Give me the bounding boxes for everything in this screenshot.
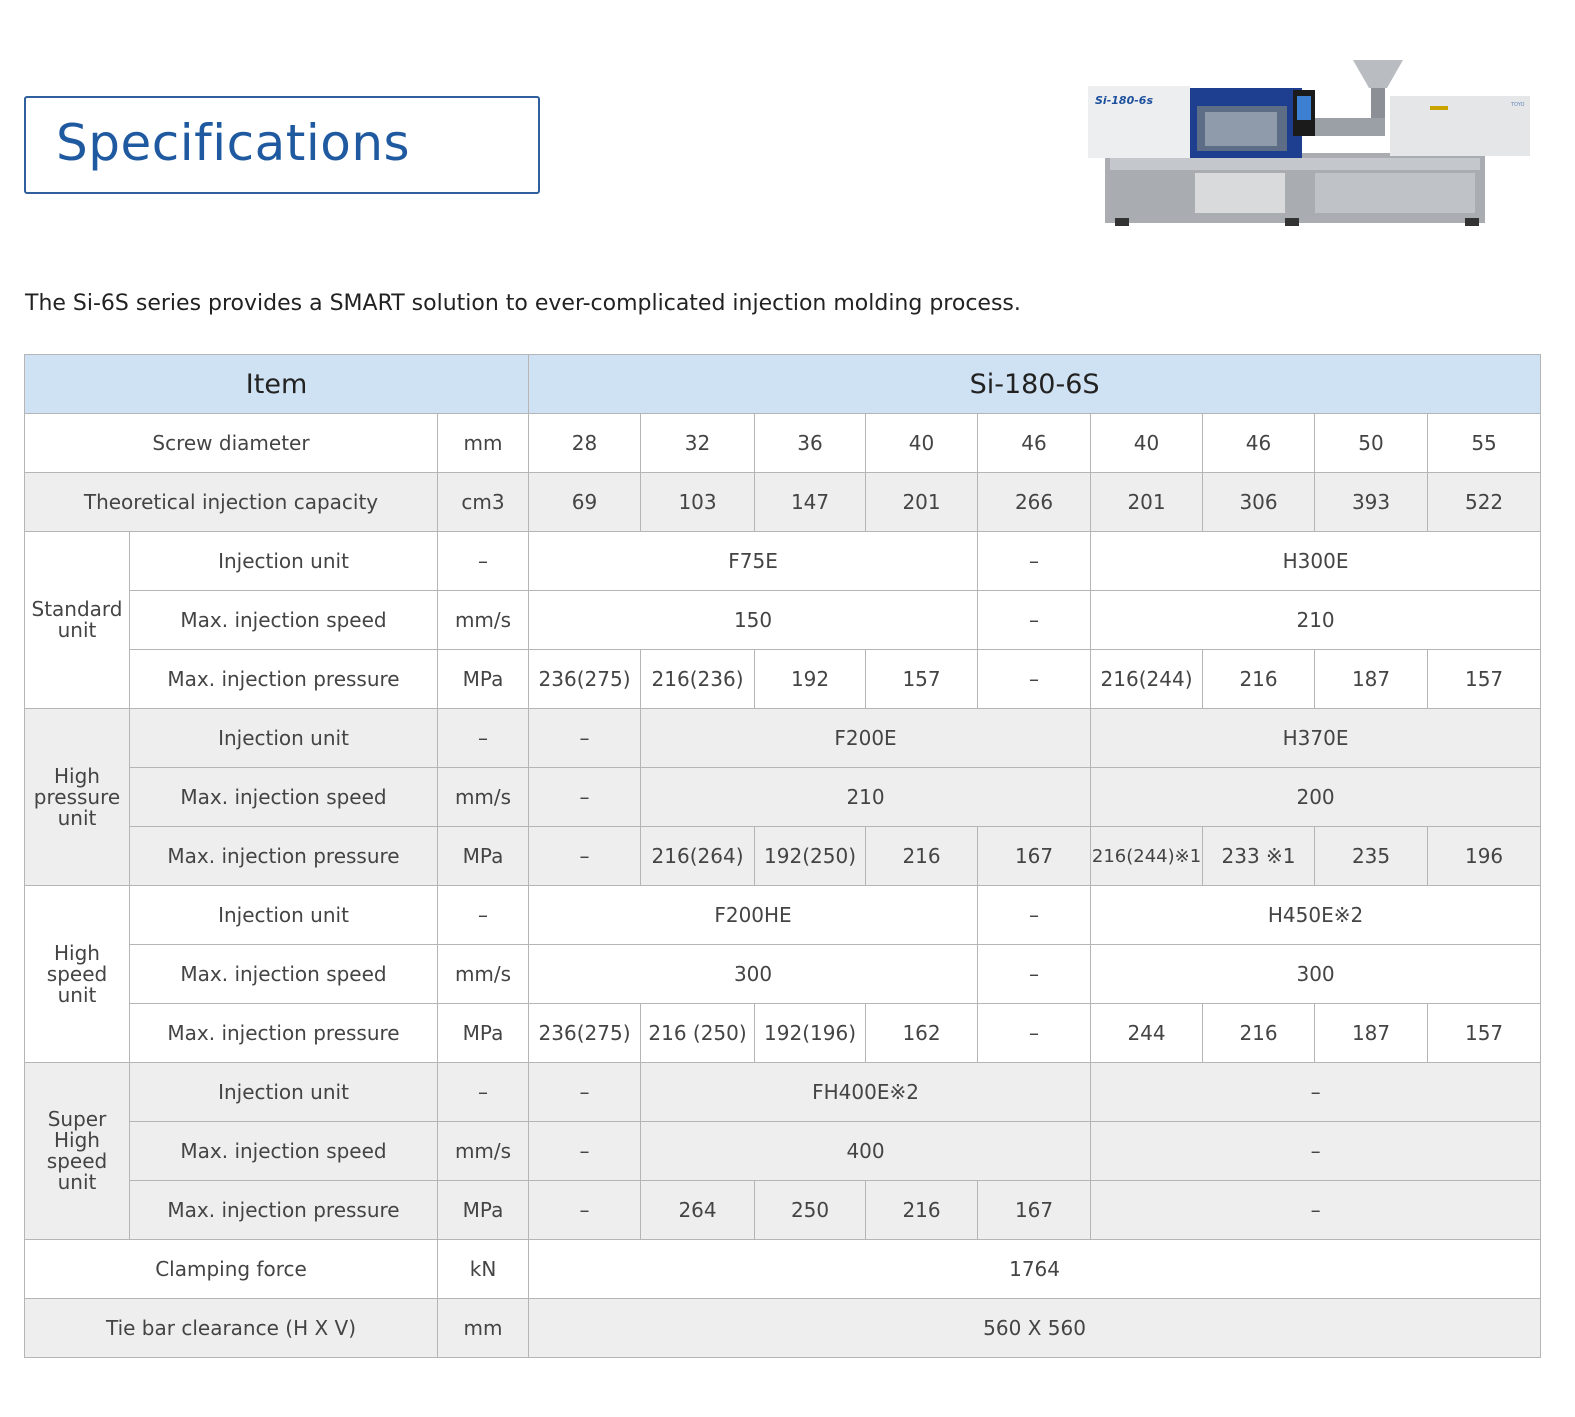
screw-row: [25, 414, 1541, 473]
value-cell: 393: [1315, 473, 1428, 532]
row-label: Max. injection pressure: [130, 650, 438, 709]
value-cell: 244: [1091, 1004, 1203, 1063]
value-cell: 266: [978, 473, 1091, 532]
high-speed-speed-row: [25, 945, 1541, 1004]
unit-cell: cm3: [438, 473, 529, 532]
value-cell: –: [978, 945, 1091, 1004]
clamping-row: [25, 1240, 1541, 1299]
value-cell: –: [1091, 1063, 1541, 1122]
page-title: Specifications: [56, 114, 411, 172]
value-cell: 187: [1315, 1004, 1428, 1063]
value-cell: 192: [755, 650, 866, 709]
value-cell: 55: [1428, 414, 1541, 473]
value-cell: 264: [641, 1181, 755, 1240]
unit-cell: MPa: [438, 827, 529, 886]
high-speed-injection-unit-row: [25, 886, 1541, 945]
high-pressure-speed-row: [25, 768, 1541, 827]
value-cell: H450E※2: [1091, 886, 1541, 945]
value-cell: F75E: [529, 532, 978, 591]
value-cell: 300: [1091, 945, 1541, 1004]
row-label: Injection unit: [130, 532, 438, 591]
value-cell: 233 ※1: [1203, 827, 1315, 886]
unit-cell: kN: [438, 1240, 529, 1299]
value-cell: F200HE: [529, 886, 978, 945]
value-cell: 216(244)※1: [1091, 827, 1203, 886]
unit-cell: –: [438, 1063, 529, 1122]
row-label: Injection unit: [130, 1063, 438, 1122]
row-label: Max. injection pressure: [130, 1181, 438, 1240]
value-cell: H300E: [1091, 532, 1541, 591]
standard-speed-row: [25, 591, 1541, 650]
value-cell: 150: [529, 591, 978, 650]
row-label: Injection unit: [130, 886, 438, 945]
row-label: Max. injection pressure: [130, 1004, 438, 1063]
value-cell: 1764: [529, 1240, 1541, 1299]
machine-brand-label: TOYO: [1511, 102, 1525, 108]
super-high-speed-pressure-row: [25, 1181, 1541, 1240]
value-cell: –: [978, 650, 1091, 709]
group-label-standard: Standard unit: [25, 532, 130, 709]
value-cell: 187: [1315, 650, 1428, 709]
machine-model-label: Si-180-6s: [1095, 94, 1153, 107]
value-cell: 103: [641, 473, 755, 532]
high-speed-pressure-row: [25, 1004, 1541, 1063]
value-cell: –: [529, 768, 641, 827]
value-cell: 216: [1203, 650, 1315, 709]
value-cell: 162: [866, 1004, 978, 1063]
value-cell: –: [978, 532, 1091, 591]
standard-pressure-row: [25, 650, 1541, 709]
value-cell: 46: [1203, 414, 1315, 473]
unit-cell: MPa: [438, 1181, 529, 1240]
unit-cell: mm/s: [438, 591, 529, 650]
value-cell: –: [529, 1122, 641, 1181]
group-label-super-high-speed: Super High speed unit: [25, 1063, 130, 1240]
value-cell: F200E: [641, 709, 1091, 768]
unit-cell: mm/s: [438, 768, 529, 827]
row-label: Max. injection speed: [130, 945, 438, 1004]
model-header: Si-180-6S: [529, 355, 1541, 414]
super-high-speed-injection-unit-row: [25, 1063, 1541, 1122]
title-box: [24, 96, 540, 194]
value-cell: 40: [866, 414, 978, 473]
unit-cell: –: [438, 709, 529, 768]
value-cell: 400: [641, 1122, 1091, 1181]
value-cell: 69: [529, 473, 641, 532]
value-cell: 560 X 560: [529, 1299, 1541, 1358]
value-cell: 157: [1428, 1004, 1541, 1063]
value-cell: 522: [1428, 473, 1541, 532]
value-cell: H370E: [1091, 709, 1541, 768]
value-cell: 157: [1428, 650, 1541, 709]
specifications-table: [24, 354, 1541, 1358]
unit-cell: mm: [438, 414, 529, 473]
value-cell: 167: [978, 827, 1091, 886]
value-cell: 201: [866, 473, 978, 532]
row-label: Clamping force: [25, 1240, 438, 1299]
intro-text: The Si-6S series provides a SMART solution to ever-complicated injection molding process.: [25, 291, 1021, 316]
unit-cell: mm: [438, 1299, 529, 1358]
value-cell: –: [529, 827, 641, 886]
value-cell: 216: [866, 827, 978, 886]
value-cell: 40: [1091, 414, 1203, 473]
row-label: Tie bar clearance (H X V): [25, 1299, 438, 1358]
high-pressure-pressure-row: [25, 827, 1541, 886]
row-label: Max. injection speed: [130, 1122, 438, 1181]
value-cell: FH400E※2: [641, 1063, 1091, 1122]
value-cell: –: [978, 886, 1091, 945]
value-cell: 147: [755, 473, 866, 532]
value-cell: 216(236): [641, 650, 755, 709]
super-high-speed-speed-row: [25, 1122, 1541, 1181]
machine-image: [1085, 58, 1535, 233]
unit-cell: mm/s: [438, 1122, 529, 1181]
row-label: Theoretical injection capacity: [25, 473, 438, 532]
value-cell: 192(196): [755, 1004, 866, 1063]
value-cell: –: [529, 709, 641, 768]
value-cell: 250: [755, 1181, 866, 1240]
value-cell: 32: [641, 414, 755, 473]
value-cell: –: [978, 591, 1091, 650]
value-cell: 216(264): [641, 827, 755, 886]
value-cell: 216: [866, 1181, 978, 1240]
value-cell: 200: [1091, 768, 1541, 827]
item-header: Item: [25, 355, 529, 414]
row-label: Injection unit: [130, 709, 438, 768]
group-label-high-speed: High speed unit: [25, 886, 130, 1063]
value-cell: 216: [1203, 1004, 1315, 1063]
value-cell: 300: [529, 945, 978, 1004]
value-cell: 210: [641, 768, 1091, 827]
unit-cell: –: [438, 532, 529, 591]
unit-cell: mm/s: [438, 945, 529, 1004]
group-label-high-pressure: High pressure unit: [25, 709, 130, 886]
tiebar-row: [25, 1299, 1541, 1358]
value-cell: 36: [755, 414, 866, 473]
row-label: Screw diameter: [25, 414, 438, 473]
row-label: Max. injection pressure: [130, 827, 438, 886]
value-cell: 306: [1203, 473, 1315, 532]
value-cell: 210: [1091, 591, 1541, 650]
value-cell: –: [1091, 1122, 1541, 1181]
value-cell: 28: [529, 414, 641, 473]
value-cell: 216 (250): [641, 1004, 755, 1063]
value-cell: 201: [1091, 473, 1203, 532]
row-label: Max. injection speed: [130, 768, 438, 827]
value-cell: 46: [978, 414, 1091, 473]
value-cell: 50: [1315, 414, 1428, 473]
standard-injection-unit-row: [25, 532, 1541, 591]
capacity-row: [25, 473, 1541, 532]
header-row: [25, 355, 1541, 414]
value-cell: –: [978, 1004, 1091, 1063]
unit-cell: MPa: [438, 650, 529, 709]
value-cell: 192(250): [755, 827, 866, 886]
value-cell: 236(275): [529, 650, 641, 709]
value-cell: 196: [1428, 827, 1541, 886]
value-cell: 235: [1315, 827, 1428, 886]
unit-cell: –: [438, 886, 529, 945]
value-cell: 157: [866, 650, 978, 709]
high-pressure-injection-unit-row: [25, 709, 1541, 768]
value-cell: 236(275): [529, 1004, 641, 1063]
value-cell: 216(244): [1091, 650, 1203, 709]
unit-cell: MPa: [438, 1004, 529, 1063]
value-cell: 167: [978, 1181, 1091, 1240]
row-label: Max. injection speed: [130, 591, 438, 650]
value-cell: –: [529, 1181, 641, 1240]
value-cell: –: [529, 1063, 641, 1122]
value-cell: –: [1091, 1181, 1541, 1240]
